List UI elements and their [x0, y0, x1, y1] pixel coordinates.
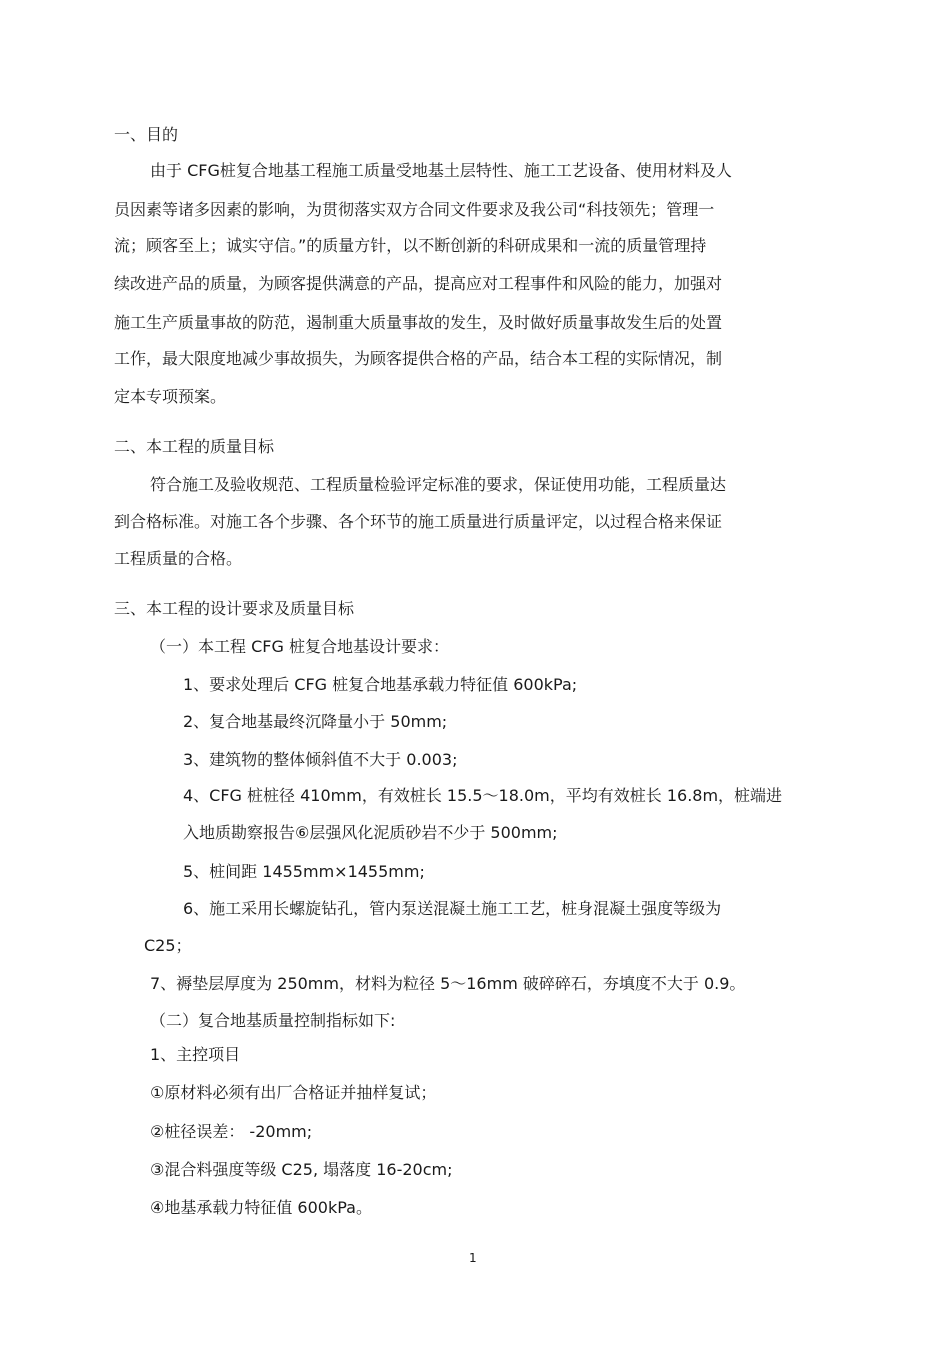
main-control-item: ①原材料必须有出厂合格证并抽样复试； — [150, 1083, 437, 1102]
section-2-title: 二、本工程的质量目标 — [114, 437, 275, 456]
design-requirement-item: 5、桩间距 1455mm×1455mm; — [183, 862, 425, 881]
paragraph-line: 到合格标准。对施工各个步骤、各个环节的施工质量进行质量评定，以过程合格来保证 — [114, 512, 723, 531]
paragraph-line: 定本专项预案。 — [114, 387, 227, 406]
design-requirement-item: 2、复合地基最终沉降量小于 50mm; — [183, 712, 448, 731]
design-requirement-item: 6、施工采用长螺旋钻孔，管内泵送混凝土施工工艺，桩身混凝土强度等级为 — [183, 899, 722, 918]
paragraph-line: 由于 CFG桩复合地基工程施工质量受地基土层特性、施工工艺设备、使用材料及人 — [150, 161, 732, 180]
paragraph-line: 员因素等诸多因素的影响，为贯彻落实双方合同文件要求及我公司“科技领先；管理一 — [114, 200, 715, 219]
design-requirement-item: 7、褥垫层厚度为 250mm，材料为粒径 5～16mm 破碎碎石，夯填度不大于 0.9。 — [150, 974, 746, 993]
main-control-item: ②桩径误差： -20mm; — [150, 1122, 313, 1141]
page-number: 1 — [469, 1251, 477, 1265]
section-3-title: 三、本工程的设计要求及质量目标 — [114, 599, 355, 618]
paragraph-line: 续改进产品的质量，为顾客提供满意的产品，提高应对工程事件和风险的能力，加强对 — [114, 274, 723, 293]
design-requirement-item: C25； — [144, 936, 192, 955]
paragraph-line: 施工生产质量事故的防范，遏制重大质量事故的发生，及时做好质量事故发生后的处置 — [114, 313, 723, 332]
subsection-title: （二）复合地基质量控制指标如下: — [150, 1011, 396, 1030]
main-control-title: 1、主控项目 — [150, 1045, 241, 1064]
paragraph-line: 流；顾客至上；诚实守信。”的质量方针，以不断创新的科研成果和一流的质量管理持 — [114, 236, 707, 255]
paragraph-line: 符合施工及验收规范、工程质量检验评定标准的要求，保证使用功能，工程质量达 — [150, 475, 727, 494]
main-control-item: ④地基承载力特征值 600kPa。 — [150, 1198, 372, 1217]
design-requirement-item: 3、建筑物的整体倾斜值不大于 0.003; — [183, 750, 458, 769]
design-requirement-item: 1、要求处理后 CFG 桩复合地基承载力特征值 600kPa; — [183, 675, 578, 694]
section-1-title: 一、目的 — [114, 125, 179, 144]
design-requirement-item: 入地质勘察报告⑥层强风化泥质砂岩不少于 500mm; — [183, 823, 558, 842]
subsection-title: （一）本工程 CFG 桩复合地基设计要求： — [150, 637, 449, 656]
paragraph-line: 工程质量的合格。 — [114, 549, 243, 568]
paragraph-line: 工作，最大限度地减少事故损失，为顾客提供合格的产品，结合本工程的实际情况，制 — [114, 349, 723, 368]
design-requirement-item: 4、CFG 桩桩径 410mm，有效桩长 15.5～18.0m，平均有效桩长 16.8m，桩端进 — [183, 786, 783, 805]
main-control-item: ③混合料强度等级 C25, 塌落度 16-20cm; — [150, 1160, 453, 1179]
